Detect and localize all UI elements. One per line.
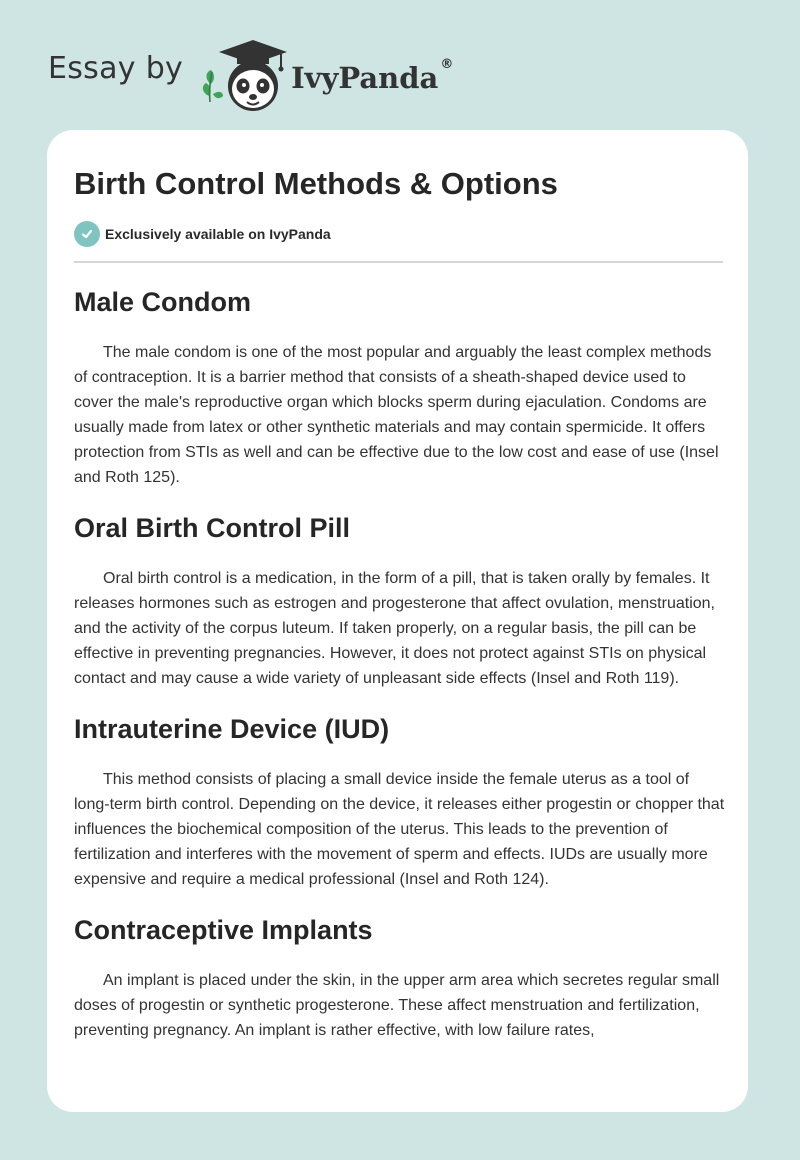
badge-text: Exclusively available on IvyPanda bbox=[105, 226, 331, 242]
section-male-condom bbox=[74, 280, 726, 490]
section-oral-pill bbox=[74, 506, 726, 691]
exclusive-badge bbox=[74, 221, 331, 247]
section-implants bbox=[74, 908, 726, 1043]
section-paragraph: An implant is placed under the skin, in the upper arm area which secretes regular small doses of progestin or synthetic progesterone. These affect menstruation and fertilization, preventing pregnancy. An implant is rather effective, with low failure rates, bbox=[74, 972, 720, 1039]
section-heading: Intrauterine Device (IUD) bbox=[74, 714, 390, 744]
article-body bbox=[74, 280, 726, 1059]
leaf-icon bbox=[203, 70, 223, 102]
registered-mark: ® bbox=[440, 56, 454, 72]
section-paragraph: Oral birth control is a medication, in the form of a pill, that is taken orally by females. It releases hormones such as estrogen and progesterone that affect ovulation, menstruation, and the activity of the corpus luteum. If taken properly, on a regular basis, the pill can be effective in preventing pregnancies. However, it does not protect against STIs on physical contact and may cause a wide variety of unpleasant side effects (Insel and Roth 119). bbox=[74, 570, 715, 687]
section-paragraph: The male condom is one of the most popular and arguably the least complex methods of contraception. It is a barrier method that consists of a sheath-shaped device used to cover the male's reproductive organ which blocks sperm during ejaculation. Condoms are usually made from latex or other synthetic materials and may contain spermicide. It offers protection from STIs as well and can be effective due to the low cost and ease of use (Insel and Roth 125). bbox=[74, 344, 719, 486]
panda-logo-icon[interactable] bbox=[197, 36, 289, 116]
page-title: Birth Control Methods & Options bbox=[74, 166, 558, 201]
section-heading: Oral Birth Control Pill bbox=[74, 513, 351, 543]
section-paragraph: This method consists of placing a small device inside the female uterus as a tool of long-term birth control. Depending on the device, it releases either progestin or chopper that influences the biochemical composition of the uterus. This leads to the prevention of fertilization and interferes with the movement of sperm and effects. IUDs are usually more expensive and require a medical professional (Insel and Roth 124). bbox=[74, 771, 725, 888]
section-heading: Contraceptive Implants bbox=[74, 915, 373, 945]
brand-prefix: Essay by bbox=[48, 50, 184, 86]
divider bbox=[74, 261, 723, 263]
section-iud bbox=[74, 707, 726, 892]
site-header bbox=[48, 34, 453, 114]
check-icon bbox=[74, 221, 100, 247]
article-card bbox=[47, 130, 748, 1112]
brand-name: IvyPanda bbox=[291, 61, 439, 95]
section-heading: Male Condom bbox=[74, 287, 252, 317]
